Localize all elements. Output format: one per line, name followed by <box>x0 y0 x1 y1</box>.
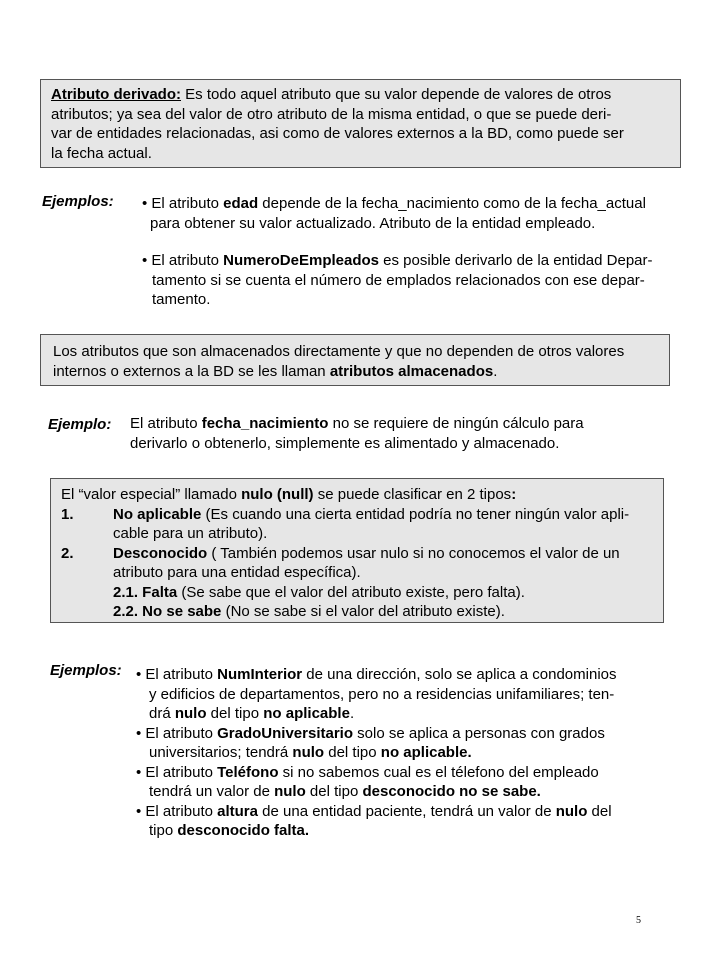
examples-label-3: Ejemplos: <box>50 662 122 679</box>
example-altura: • El atributo altura de una entidad paciente, tendrá un valor de nulo del <box>136 802 612 820</box>
definition-line-4: la fecha actual. <box>51 144 152 162</box>
keyword-fecha-nacimiento: fecha_nacimiento <box>201 415 329 432</box>
term-derived: Atributo derivado: <box>51 86 181 103</box>
definition-text: Es todo aquel atributo que su valor depende de valores de otros <box>181 86 612 103</box>
page-number: 5 <box>636 915 641 926</box>
definition-line-3: var de entidades relacionadas, asi como de valores externos a la BD, como puede ser <box>51 125 624 142</box>
example-fecha-nacimiento: El atributo fecha_nacimiento no se requiere de ningún cálculo para derivarlo o obtenerlo, simplemente es alimentado y almacenado. <box>130 415 584 452</box>
definition-box-null: El “valor especial” llamado nulo (null) se puede clasificar en 2 tipos: 1. No aplicable (Es cuando una cierta entidad podría no tener ningún valor apli- cable para un atributo). 2. Desconocido ( También podemos usar nulo si no conocemos el valor de un atributo para una entidad específica). 2.1. Falta (Se sabe que el valor del atributo existe, pero falta). 2.2. No se sabe (No se sabe si el valor del atributo existe). <box>50 478 664 623</box>
example-telefono: • El atributo Teléfono si no sabemos cual es el télefono del empleado <box>136 763 599 781</box>
keyword-numerodeempleados: NumeroDeEmpleados <box>223 252 379 269</box>
term-stored: atributos almacenados <box>329 362 494 380</box>
example-numinterior: • El atributo NumInterior de una dirección, solo se aplica a condominios <box>136 666 617 683</box>
example-label-2: Ejemplo: <box>48 416 112 433</box>
definition-line-2: atributos; ya sea del valor de otro atributo de la misma entidad, o que se puede deri- <box>51 105 612 123</box>
null-type-not-applicable: 1. No aplicable (Es cuando una cierta entidad podría no tener ningún valor apli- <box>61 505 630 523</box>
definition-line-1 <box>51 85 680 105</box>
example-gradouniversitario: • El atributo GradoUniversitario solo se aplica a personas con grados <box>136 724 605 742</box>
keyword-edad: edad <box>223 195 259 212</box>
example-bullet-edad: • El atributo edad depende de la fecha_nacimiento como de la fecha_actual para obtener su valor actualizado. Atributo de la entidad empleado. <box>142 195 646 232</box>
null-type-unknown: 2. Desconocido ( También podemos usar nulo si no conocemos el valor de un <box>61 544 620 562</box>
definition-box-derived <box>40 79 681 168</box>
stored-line-1: Los atributos que son almacenados directamente y que no dependen de otros valores <box>53 343 625 360</box>
example-bullet-numerodeempleados: • El atributo NumeroDeEmpleados es posible derivarlo de la entidad Depar- tamento si se cuenta el número de emplados relacionados con ese depar- tamento. <box>142 252 653 308</box>
examples-label-1: Ejemplos: <box>42 193 114 210</box>
definition-box-stored <box>40 334 670 386</box>
term-null: nulo (null) <box>241 486 314 503</box>
examples-null-list: • El atributo NumInterior de una dirección, solo se aplica a condominios y edificios de departamentos, pero no a residencias unifamiliares; ten- drá nulo del tipo no aplicable. • El atributo GradoUniversitario solo se aplica a personas con grados universitarios; tendrá nulo del tipo no aplicable. • El atributo Teléfono si no sabemos cual es el télefono del empleado tendrá un valor de nulo del tipo desconocido no se sabe. • El atributo altura de una entidad paciente, tendrá un valor de nulo del tipo desconocido falta. <box>136 666 617 839</box>
null-intro-line: El “valor especial” llamado nulo (null) se puede clasificar en 2 tipos: <box>61 486 517 503</box>
null-subtype-unknown: 2.2. No se sabe (No se sabe si el valor del atributo existe). <box>113 603 505 620</box>
stored-line-2: internos o externos a la BD se les llaman atributos almacenados. <box>53 362 498 380</box>
null-subtype-missing: 2.1. Falta (Se sabe que el valor del atributo existe, pero falta). <box>113 583 525 601</box>
